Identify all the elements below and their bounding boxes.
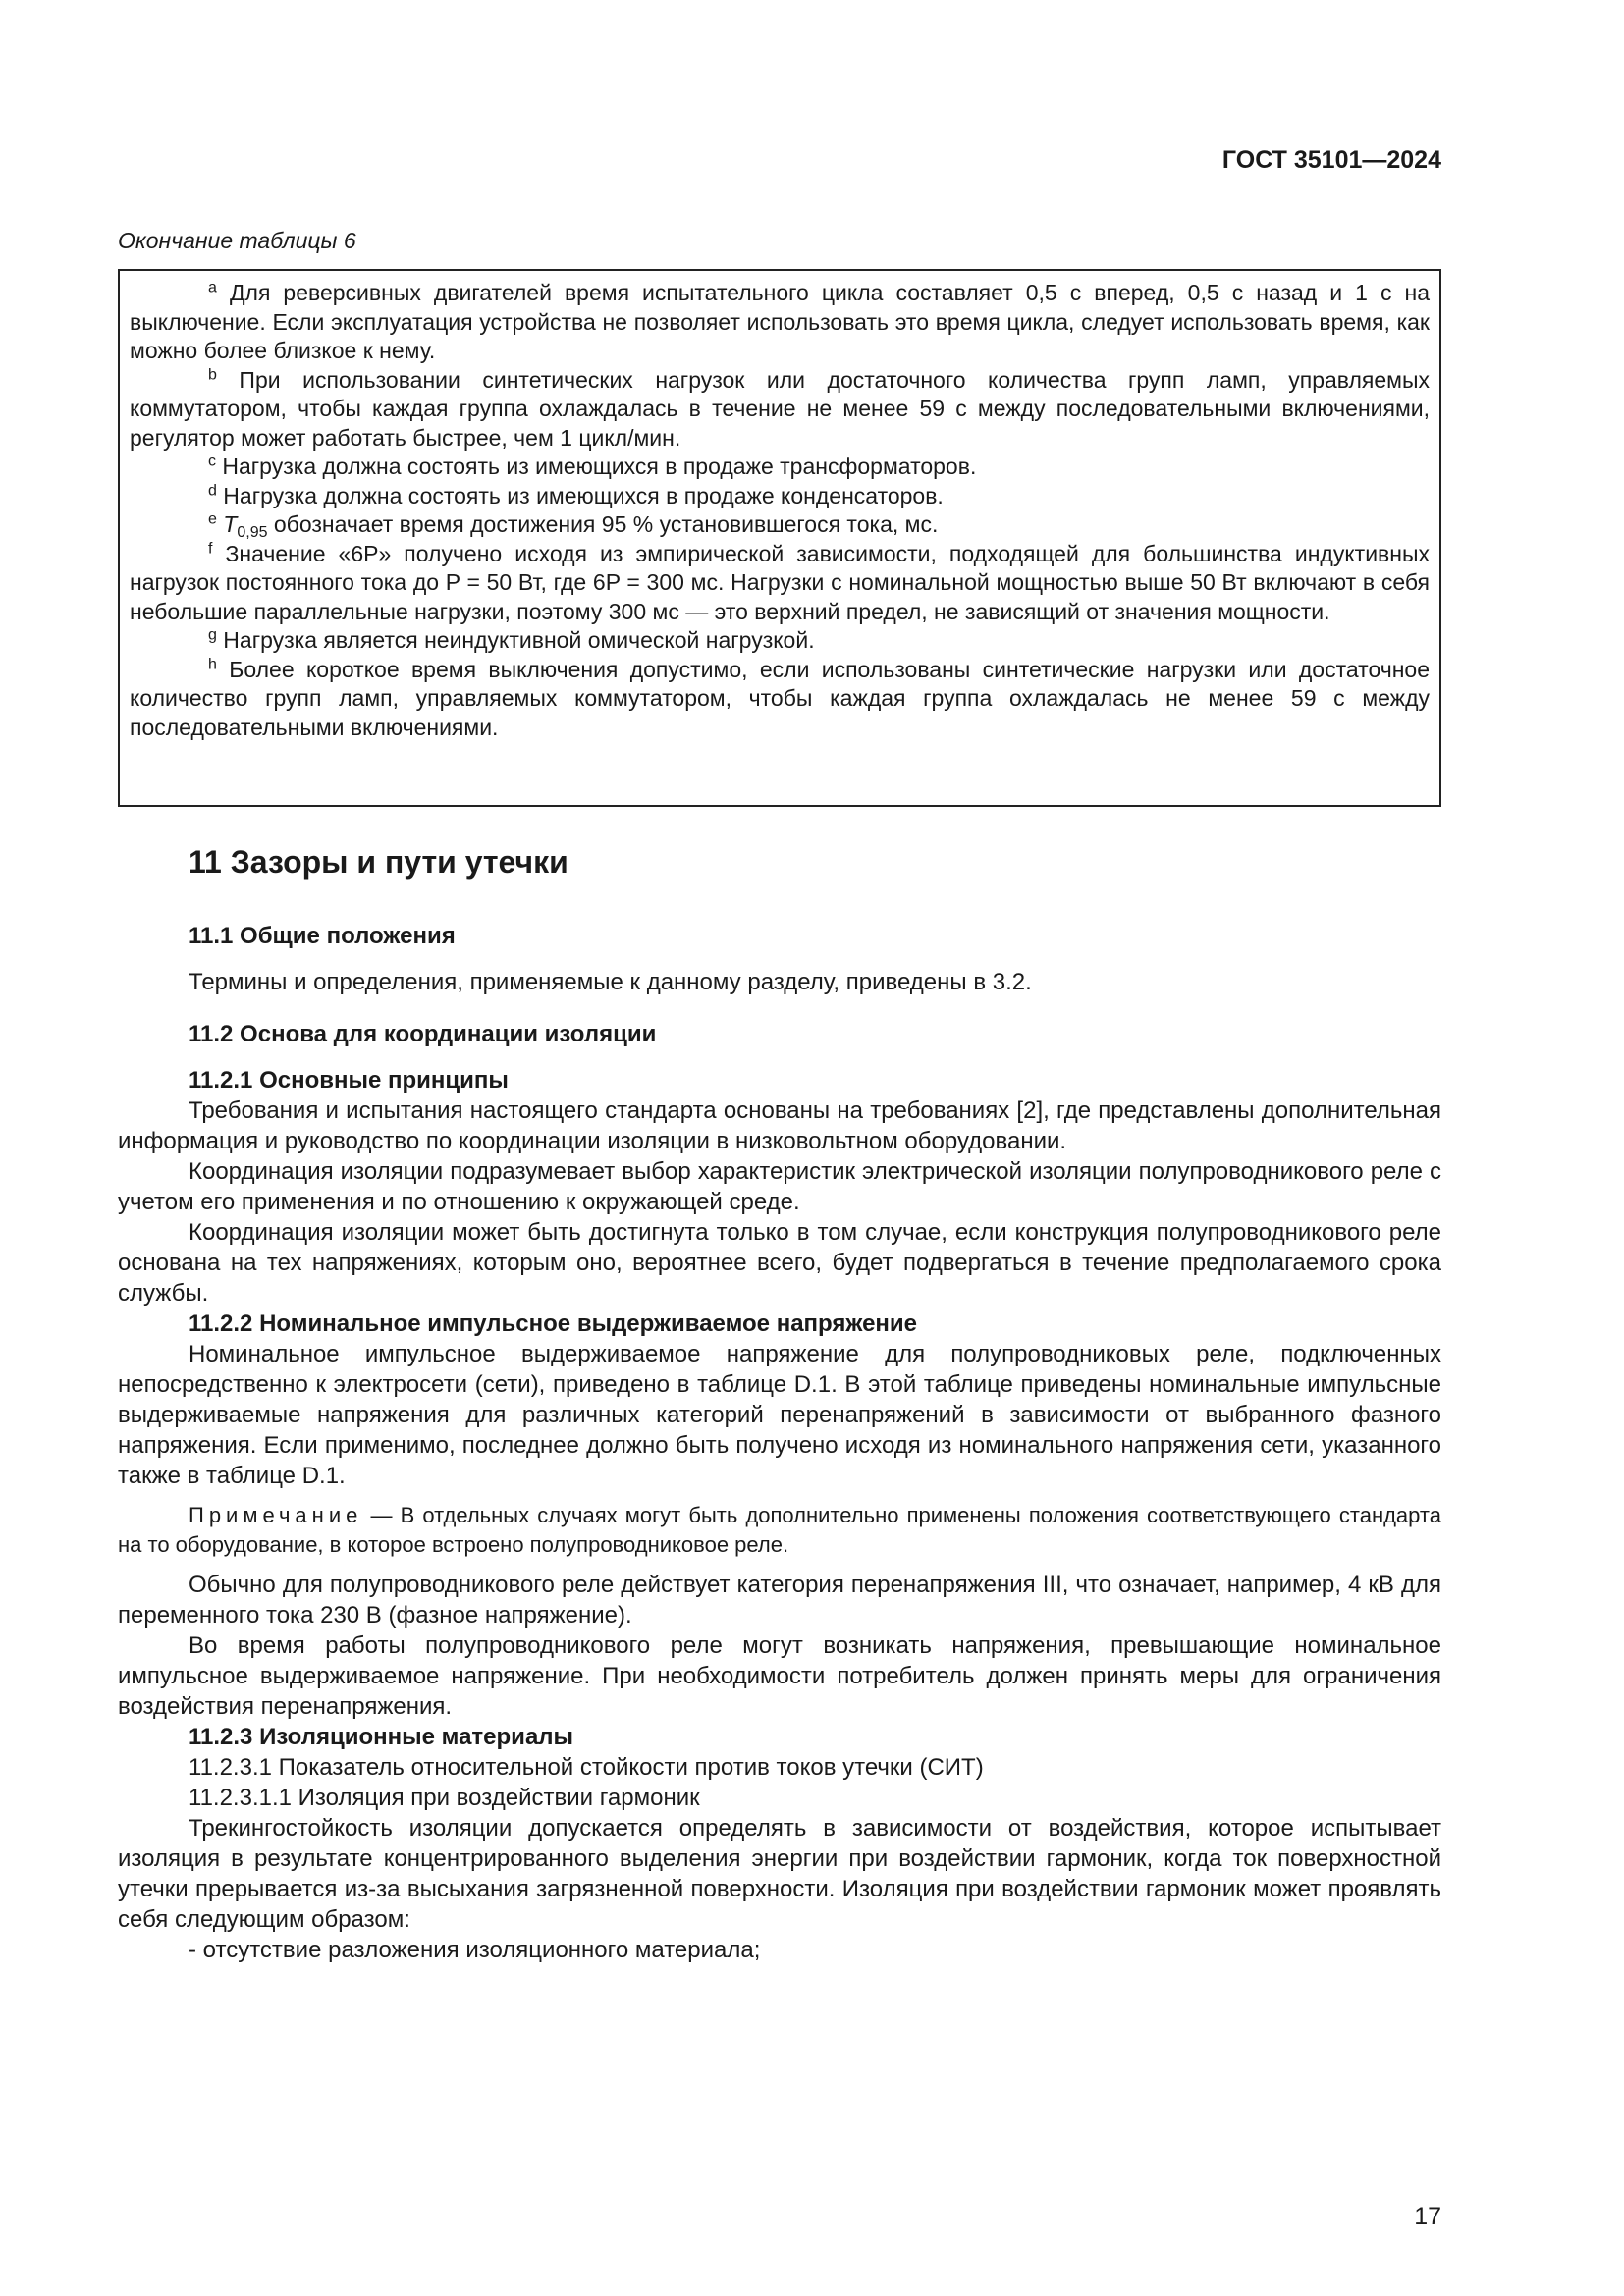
footnote-mark: c bbox=[208, 453, 216, 470]
paragraph: Координация изоляции может быть достигнута только в том случае, если конструкция полупроводникового реле основана на тех напряжениях, которым оно, вероятнее всего, будет подвергаться в течение предполагаемого срока службы. bbox=[118, 1219, 1441, 1307]
note-text: — В отдельных случаях могут быть дополнительно применены положения соответствующего стандарта на то оборудование, в которое встроено полупроводниковое реле. bbox=[118, 1503, 1441, 1557]
footnote-g bbox=[130, 626, 1430, 656]
footnote-mark: g bbox=[208, 626, 217, 644]
subsection-title-11-2: 11.2 Основа для координации изоляции bbox=[189, 1021, 657, 1047]
paragraph: Трекингостойкость изоляции допускается определять в зависимости от воздействия, которое испытывает изоляция в результате концентрированного выделения энергии при воздействии гармоник, когда ток поверхностной утечки прерывается из-за высыхания загрязненной поверхности. Изоляция при воздействии гармоник может проявлять себя следующим образом: bbox=[118, 1815, 1441, 1933]
paragraph: Координация изоляции подразумевает выбор характеристик электрической изоляции полупроводникового реле с учетом его применения и по отношению к окружающей среде. bbox=[118, 1158, 1441, 1215]
paragraph: Обычно для полупроводникового реле действует категория перенапряжения III, что означает, например, 4 кВ для переменного тока 230 В (фазное напряжение). bbox=[118, 1572, 1441, 1629]
footnote-text: Нагрузка должна состоять из имеющихся в продаже трансформаторов. bbox=[216, 454, 977, 479]
subsection-title-11-2-2: 11.2.2 Номинальное импульсное выдерживаемое напряжение bbox=[189, 1310, 918, 1337]
footnote-mark: d bbox=[208, 481, 217, 499]
clause-11-2-3-1: 11.2.3.1 Показатель относительной стойкости против токов утечки (СИТ) bbox=[189, 1754, 984, 1781]
footnote-text: При использовании синтетических нагрузок или достаточного количества групп ламп, управляемых коммутатором, чтобы каждая группа охлаждалась в течение не менее 59 с между последовательными включениями, регулятор может работать быстрее, чем 1 цикл/мин. bbox=[130, 366, 1430, 451]
footnote-symbol: T bbox=[223, 511, 238, 537]
list-item: - отсутствие разложения изоляционного материала; bbox=[189, 1937, 761, 1963]
paragraph: Термины и определения, применяемые к данному разделу, приведены в 3.2. bbox=[189, 969, 1032, 995]
subsection-title-11-2-3: 11.2.3 Изоляционные материалы bbox=[189, 1724, 574, 1750]
footnote-mark: f bbox=[208, 539, 213, 557]
subsection-title-11-2-1: 11.2.1 Основные принципы bbox=[189, 1067, 509, 1094]
paragraph: Номинальное импульсное выдерживаемое напряжение для полупроводниковых реле, подключенных непосредственно к электросети (сети), приведено в таблице D.1. В этой таблице приведены номинальные импульсные выдерживаемые напряжения для различных категорий перенапряжений в зависимости от выбранного фазного напряжения. Если применимо, последнее должно быть получено исходя из номинального напряжения сети, указанного также в таблице D.1. bbox=[118, 1341, 1441, 1489]
footnote-h bbox=[130, 656, 1430, 743]
footnote-text: Нагрузка является неиндуктивной омической нагрузкой. bbox=[216, 627, 815, 653]
document-code: ГОСТ 35101—2024 bbox=[1221, 146, 1441, 174]
footnote-text: Значение «6P» получено исходя из эмпирической зависимости, подходящей для большинства индуктивных нагрузок постоянного тока до P = 50 Вт, где 6P = 300 мс. Нагрузки с номинальной мощностью выше 50 Вт включают в себя небольшие параллельные нагрузки, поэтому 300 мс — это верхний предел, не зависящий от значения мощности. bbox=[130, 540, 1430, 624]
section-body bbox=[118, 842, 1441, 1965]
footnote-b bbox=[130, 366, 1430, 454]
note-label: Примечание bbox=[189, 1503, 363, 1527]
footnote-mark: e bbox=[208, 510, 217, 528]
page-number: 17 bbox=[1414, 2203, 1441, 2230]
table-continuation-caption: Окончание таблицы 6 bbox=[118, 228, 356, 253]
footnote-text: обозначает время достижения 95 % установившегося тока, мс. bbox=[267, 511, 939, 537]
footnote-a bbox=[130, 279, 1430, 366]
footnote-text: Для реверсивных двигателей время испытательного цикла составляет 0,5 с вперед, 0,5 с назад и 1 с на выключение. Если эксплуатация устройства не позволяет использовать это время цикла, следует использовать время, как можно более близкое к нему. bbox=[130, 280, 1430, 363]
footnote-text: Нагрузка должна состоять из имеющихся в продаже конденсаторов. bbox=[216, 482, 944, 508]
footnote-e bbox=[130, 510, 1430, 540]
footnote-text: Более короткое время выключения допустимо, если использованы синтетические нагрузки или достаточное количество групп ламп, управляемых коммутатором, чтобы каждая группа охлаждалась не менее 59 с между последовательными включениями. bbox=[130, 656, 1430, 740]
subsection-title-11-1: 11.1 Общие положения bbox=[189, 923, 456, 949]
footnote-mark: b bbox=[208, 365, 217, 383]
footnote-d bbox=[130, 482, 1430, 511]
note bbox=[118, 1501, 1441, 1560]
clause-11-2-3-1-1: 11.2.3.1.1 Изоляция при воздействии гармоник bbox=[189, 1785, 700, 1811]
footnote-subscript: 0,95 bbox=[237, 524, 268, 541]
table-footnotes bbox=[118, 269, 1441, 807]
footnote-mark: a bbox=[208, 279, 217, 296]
section-title: 11 Зазоры и пути утечки bbox=[189, 844, 568, 880]
footnote-mark: h bbox=[208, 655, 217, 672]
footnote-c bbox=[130, 453, 1430, 482]
footnote-f bbox=[130, 540, 1430, 627]
paragraph: Требования и испытания настоящего стандарта основаны на требованиях [2], где представлены дополнительная информация и руководство по координации изоляции в низковольтном оборудовании. bbox=[118, 1097, 1441, 1154]
paragraph: Во время работы полупроводникового реле могут возникать напряжения, превышающие номинальное импульсное выдерживаемое напряжение. При необходимости потребитель должен принять меры для ограничения воздействия перенапряжения. bbox=[118, 1632, 1441, 1720]
